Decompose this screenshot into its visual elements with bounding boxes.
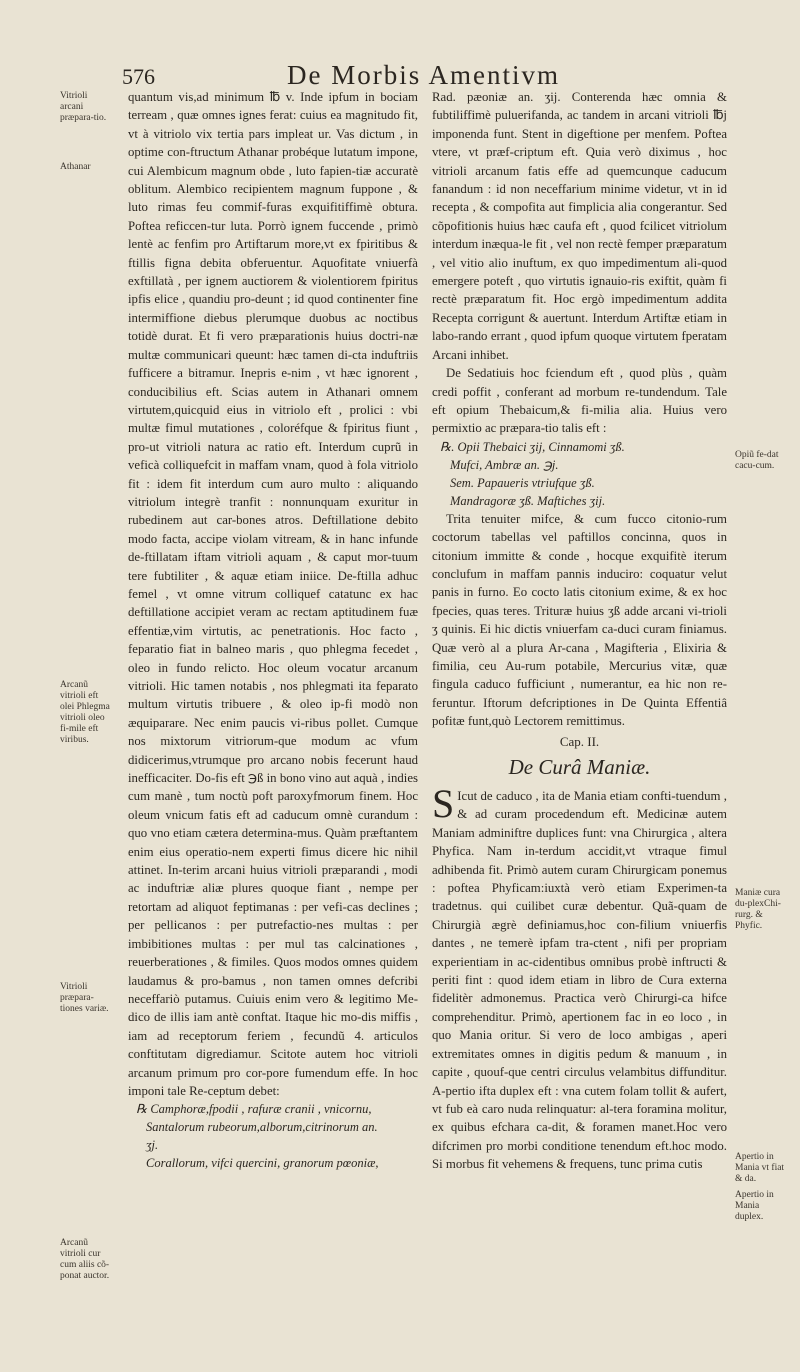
margin-note-apertio-fiat: Apertio in Mania vt fiat & da.	[735, 1152, 785, 1184]
paragraph-text: Icut de caduco , ita de Mania etiam confti-tuendum , & ad curam procedendum eft. Medicinæ autem Maniam adminiftre duplices funt: vna Chirurgica , altera Phyfica. Nam in-terdum accidit,vt vtraque fimul adhibenda fit. Primò autem curam Chirurgicam ponemus : poftea Phyficam:iuxtà verò etiam Experimen-ta tradetnus. qui cuilibet curæ debentur. Quã-quam de Chirurgià ægrè definiamus,hoc con-filium vniuerfis dantes , ne temerè ipfam tra-ctent , nifi per propriam experientiam in ac-cidentibus omnibus probè inftructi & periti fint : quod idem etiam in libro de Cura externa fidelitèr admonemus. Practica verò Chirurgi-ca hifce comprehenditur. Primò, apertionem fac in eo loco , in quo Mania oritur. Si vero de loco ambigas , aperi extremitates omnes in digitis pedum & manuum , in capite , quouf-que centri circulus velambitus diffunditur. A-pertio ifta duplex eft : vna cutem folam tollit & aufert, vt fub eà caro nuda relinquatur: al-tera foramina molitur, ex quibus efchara ca-dit, & foramen manet.Hoc vero difcrimen pro morbi conditione tenendum eft.hoc modo. Si morbus fit vehemens & frequens, tunc prima cutis	[432, 789, 727, 1172]
right-column	[432, 88, 727, 1174]
recipe-line: Sem. Papaueris vtriufque ʒß.	[450, 475, 595, 490]
body-paragraph: Rad. pæoniæ an. ʒij. Conterenda hæc omnia & fubtiliffimè puluerifanda, ac tandem in arcani vitrioli ℔j imponenda funt. Stent in digeftione per menfem. Poftea vtere, vt præf-criptum eft. Quia verò diximus , hoc vitrioli arcanum fatis effe ad quemcunque caducum fanandum : id non neceffarium minime videtur, vt in id recepta , & compofita aut fimplicia alia congerantur. Sed cõpofitionis huius hæc caufa eft , quod fcilicet vitriolum interdum inæqua-le fit , vel non rectè femper præparatum , vel vitio alio inuftum, ex quo impedimentum ali-quod emergere poteft , quo virtutis ignauio-ris exiftit, quàm fi rectè præparatum fit. Hoc ergò impedimentum addita Recepta corrigunt & auertunt. Interdum Artiftæ etiam in labo-rando errant , quod ipfum quoque virtutem fperatam Arcani inhibet.	[432, 90, 727, 362]
chapter-title: De Curâ Maniæ.	[508, 755, 651, 779]
chapter-number: Cap. II.	[559, 733, 600, 749]
margin-note-maniae-cura: Maniæ cura du-plexChi-rurg. & Phyfic.	[735, 888, 781, 931]
recipe-line: Mandragoræ ʒß. Maftiches ʒij.	[450, 493, 606, 508]
margin-note-arcanum-oleum: Arcanũ vitrioli eft olei Phlegma vitrioli oleo fi-mile eft viribus.	[60, 680, 110, 745]
running-title: De Morbis Amentivm	[287, 60, 560, 90]
recipe-line: ℞ Camphoræ,fpodii , rafuræ cranii , vnicornu,	[136, 1102, 372, 1117]
recipe-line: ʒj.	[146, 1138, 159, 1153]
recipe-line: ℞. Opii Thebaici ʒij, Cinnamomi ʒß.	[440, 439, 625, 454]
body-paragraph: quantum vis,ad minimum ℔ v. Inde ipfum in bociam terream , quæ omnes ignes ferat: cuius ea magnitudo fit, vt à vitriolo vix tertia pars impleat ur. Vas dictum , in optime con-ftructum Athanar probéque lutatum impone, cui Alembicum magnum obde , luto fapien-tiæ accuratè oblitum. Alembico recipientem magnum fuppone , & luto rimas feu commif-furas exquifitiffimè obtura. Poftea reficcen-tur luta. Porrò ignem fuccende , primò lentè ac fenfim pro Artiftarum more,vt ex fpiritibus & ftillis figna debita obferuentur. Aquofitate vniuerfà exftillatà , per ignem auctiorem & violentiorem fpiritus ipfis elice , quandiu pro-deunt ; id quod continenter fine intermiffione diebus plerumque duobus ac noctibus totidè durat. Et fi vero præparationis huius doctri-næ multæ communicari queunt: hæc tamen di-cta induftriis fufficere a bitramur. Inepris e-nim , vt hæc ignorent , conducibilius eft. Scias autem in Athanari omnem virtutem,quicquid eius in vitriolo eft , prolici : vbi multæ fimul mutationes , coloréfque & fpiritus fiunt , pro-ut vitrioli natura ac ratio eft. Interdum cuprũ in veficà colliquefcit in maffam vnam, quod à fola vitriolo fit : idem fit interdum cum auro multo : aliquando vitriolum integrè tranfit : nonnunquam exuritur in rubedinem aut car-bones atros. Deftillatione debito modo facta, accipe violam vitream, & in hanc infunde de-ftillatam iftam vitrioli aquam , & caput mor-tuum tere fubtiliter , & aquæ etiam iniice. De-ftilla adhuc femel , vt omne vitrum colliquef catatunc ex hac deftillatione accipiet veram ac rectam aptitudinem fuæ effentiæ,vim virtutis, ac penetrationis. Hoc facto , feparatio fiat in balneo maris , quo phlegma fecedet , oleo in fundo relicto. Hoc oleum vocatur arcanum vitrioli. Hic tamen notabis , nos phlegmati ita feparato multum virtutis tribuere , & oleo ip-fi modò non æquiparare. Nec enim paucis vi-ribus pollet. Cumque nos mixtorum vitriorum-que modum ac vfum didicerimus,vtrumque pro arcano nobis fecerunt haud inefficaciter. Do-fis eft ℈ß in bono vino aut aquà , indies cum manè , tum noctù poft paroxyfmorum finem. Hoc oleum vnicum fatis eft ad caducum omnè curandum : quo vno etiam cætera determina-mus. Quàm præftantem enim eius operatio-nem experti fimus dicere hic nihil attinet. In-terim arcani huius vitrioli præparandi , modi ac induftriæ aliæ plures quoque fiant , nempe per retortam ad aliquot feptimanas : per vefi-cas declines ; per pellicanos : per putrefactio-nes multas : per imbibitiones multas : per mul tas calcinationes , reuerberationes , & fimiles. Quos modos omnes quidem laudamus & pro-bamus , non tamen omnes defcribi neceffariò putamus. Cuiuis enim vero & legitimo Me-dico de illis iam antè conftat. Itaque hic mo-dis miffis , iam ad receptorum feriem , fecundũ 4. articulos conftitutam digrediamur. Scitote autem hoc vitrioli arcanum primum pro cor-pore fumendum effe. In hoc imponi tale Re-ceptum debet:	[128, 90, 418, 1098]
left-column	[128, 88, 418, 1172]
margin-note-opium: Opiũ fe-dat cacu-cum.	[735, 450, 779, 471]
margin-note-vitrioli-praeparatio: Vitrioli arcani præpara-tio.	[60, 91, 107, 123]
recipe-line: Santalorum rubeorum,alborum,citrinorum an.	[146, 1120, 378, 1135]
margin-note-apertio-duplex: Apertio in Mania duplex.	[735, 1190, 774, 1222]
body-paragraph: De Sedatiuis hoc fciendum eft , quod plùs , quàm credi poffit , conferant ad morbum re-tundendum. Tale eft opium Thebaicum,& fi-milia alia. Huius vero permixtio ac præpara-tio talis eft :	[432, 366, 727, 436]
recipe-line: Mufci, Ambræ an. ℈j.	[450, 457, 559, 472]
margin-note-praeparationes-variae: Vitrioli præpara-tiones variæ.	[60, 982, 109, 1014]
drop-cap: S	[432, 781, 455, 826]
body-paragraph	[432, 781, 727, 1174]
margin-note-arcanum-cur: Arcanũ vitrioli cur cum aliis cõ-ponat auctor.	[60, 1238, 110, 1281]
page-number: 576	[122, 64, 155, 89]
body-paragraph: Trita tenuiter mifce, & cum fucco citonio-rum coctorum tabellas vel paftillos concinna, quos in citonium immitte & conde , hocque exquifitè iterum conclufum in maffam pannis induciro: coquatur velut panis in furno. Eo cocto latis citonium exime, & ex hoc fpecies, quas teres. Trituræ huius ʒß adde arcani vi-trioli ʒ quinis. Ei hic dictis vniuerfam ca-duci curam finiamus. Quæ verò al a plura Ar-cana , Magifteria , Elixiria & fimilia, ceu Au-rum potabile, Mercurius vitæ, quæ fingula caduco fufficiunt , numerantur, ea hic non re-feruntur. Iftorum defcriptiones in De Quinta Effentiâ pofitæ funt,quò Lectorem remittimus.	[432, 511, 727, 729]
recipe-line: Corallorum, vifci quercini, granorum pœoniæ,	[146, 1156, 379, 1171]
margin-note-athanar: Athanar	[60, 162, 91, 172]
